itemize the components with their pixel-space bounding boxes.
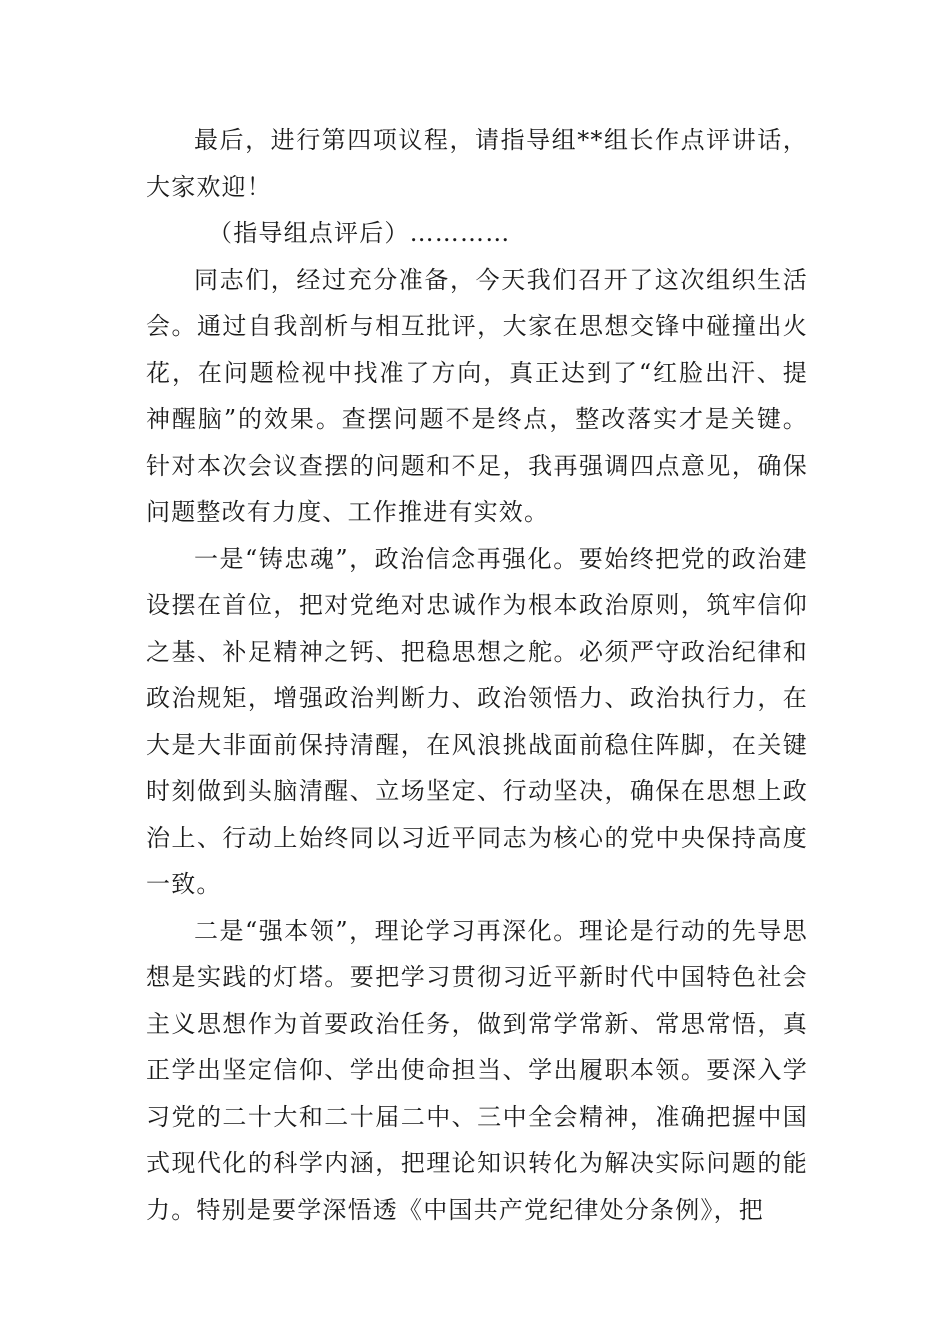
paragraph-summary: 同志们，经过充分准备，今天我们召开了这次组织生活会。通过自我剖析与相互批评，大家在思想交锋中碰撞出火花，在问题检视中找准了方向，真正达到了“红脸出汗、提神醒脑”的效果。查摆问题不是终点，整改落实才是关键。针对本次会议查摆的问题和不足，我再强调四点意见，确保问题整改有力度、工作推进有实效。 [146, 265, 808, 526]
paragraph-after-comment-note: （指导组点评后）………… [208, 219, 511, 247]
paragraph-agenda-four: 最后，进行第四项议程，请指导组**组长作点评讲话，大家欢迎！ [146, 126, 808, 201]
paragraph-point-two: 二是“强本领”，理论学习再深化。理论是行动的先导思想是实践的灯塔。要把学习贯彻习近平新时代中国特色社会主义思想作为首要政治任务，做到常学常新、常思常悟，真正学出坚定信仰、学出使命担当、学出履职本领。要深入学习党的二十大和二十届二中、三中全会精神，准确把握中国式现代化的科学内涵，把理论知识转化为解决实际问题的能力。特别是要学深悟透《中国共产党纪律处分条例》，把 [146, 916, 808, 1224]
paragraph-point-one: 一是“铸忠魂”，政治信念再强化。要始终把党的政治建设摆在首位，把对党绝对忠诚作为根本政治原则，筑牢信仰之基、补足精神之钙、把稳思想之舵。必须严守政治纪律和政治规矩，增强政治判断力、政治领悟力、政治执行力，在大是大非面前保持清醒，在风浪挑战面前稳住阵脚，在关键时刻做到头脑清醒、立场坚定、行动坚决，确保在思想上政治上、行动上始终同以习近平同志为核心的党中央保持高度一致。 [146, 544, 808, 898]
document-body [146, 117, 808, 1233]
